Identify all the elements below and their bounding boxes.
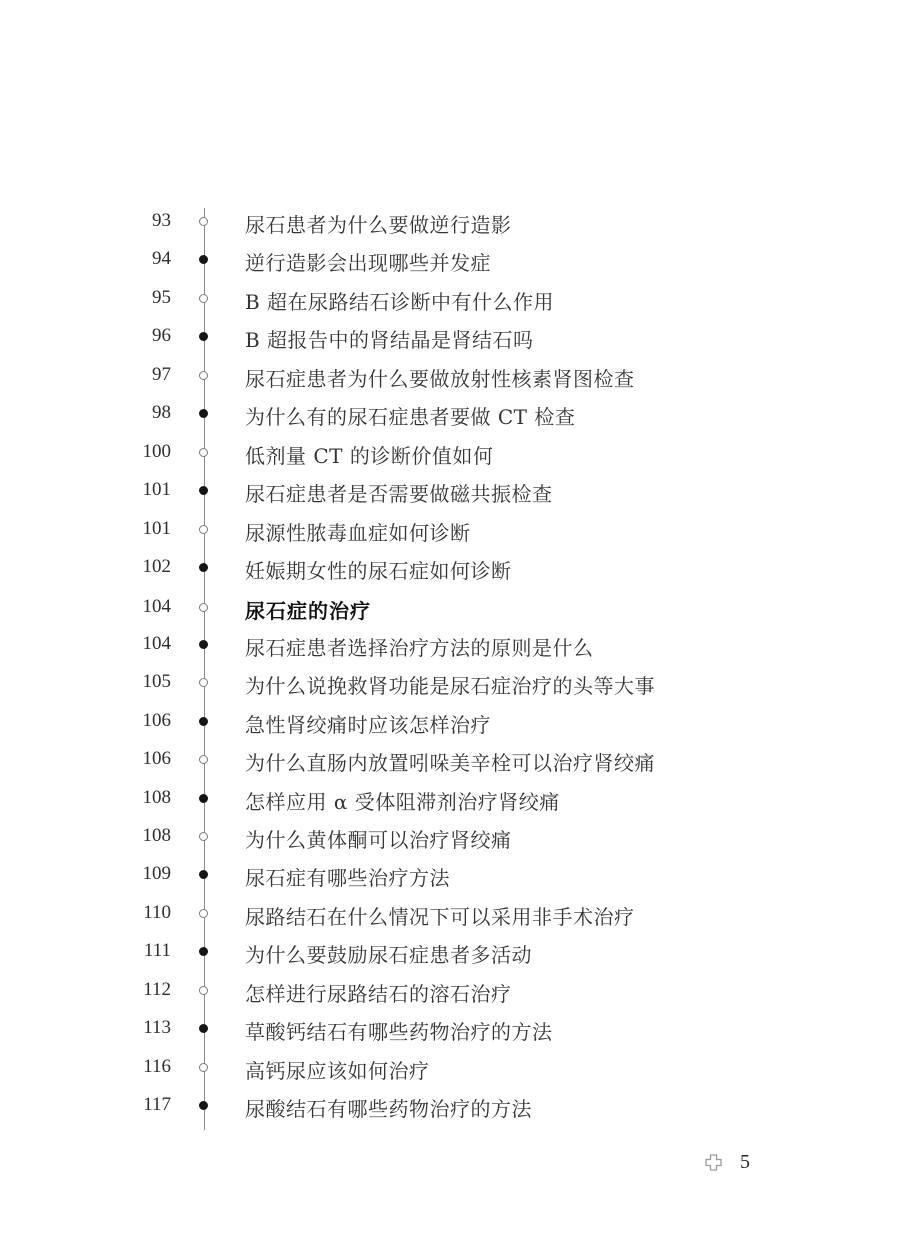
toc-entry [0, 741, 900, 779]
toc-page-number: 105 [142, 671, 171, 693]
toc-bullet-open-icon [199, 294, 208, 303]
toc-entry [0, 895, 900, 933]
toc-entry-title: 急性肾绞痛时应该怎样治疗 [245, 712, 491, 737]
toc-entry-title: 尿石症患者为什么要做放射性核素肾图检查 [245, 366, 635, 391]
toc-entry-title: 尿石患者为什么要做逆行造影 [245, 213, 512, 237]
toc-bullet-filled-icon [199, 1101, 208, 1110]
toc-entry [0, 1087, 900, 1125]
toc-entry [0, 472, 900, 510]
toc-entry [0, 933, 900, 971]
toc-bullet-open-icon [199, 986, 208, 995]
toc-entry-title: 尿酸结石有哪些药物治疗的方法 [245, 1097, 532, 1122]
toc-page-number: 117 [143, 1094, 171, 1116]
toc-bullet-filled-icon [199, 332, 208, 341]
toc-section-title: 尿石症的治疗 [245, 599, 371, 624]
toc-page-number: 112 [143, 978, 171, 1000]
toc-entry [0, 434, 900, 472]
toc-page-number: 100 [142, 440, 171, 462]
toc-entry [0, 241, 900, 279]
toc-bullet-filled-icon [199, 255, 208, 264]
toc-entry-title: 怎样进行尿路结石的溶石治疗 [245, 981, 512, 1006]
toc-bullet-open-icon [199, 217, 208, 226]
toc-page-number: 104 [142, 632, 171, 654]
page-number: 5 [740, 1151, 750, 1173]
toc-entry [0, 511, 900, 549]
toc-entry-title: 尿石症有哪些治疗方法 [245, 866, 450, 891]
toc-bullet-filled-icon [199, 717, 208, 726]
toc-page-number: 106 [142, 748, 171, 770]
toc-entry-title: 妊娠期女性的尿石症如何诊断 [245, 558, 512, 583]
toc-entry-title: 草酸钙结石有哪些药物治疗的方法 [245, 1020, 553, 1045]
toc-page-number: 109 [142, 863, 171, 885]
toc-page-number: 108 [142, 786, 171, 808]
toc-entry-title: 高钙尿应该如何治疗 [245, 1058, 430, 1083]
toc-page-number: 116 [143, 1055, 171, 1077]
toc-entry [0, 780, 900, 818]
toc-entry [0, 664, 900, 702]
toc-entry-title: B 超报告中的肾结晶是肾结石吗 [245, 328, 534, 353]
toc-page-number: 113 [143, 1017, 171, 1039]
toc-entry-title: 尿石症患者选择治疗方法的原则是什么 [245, 635, 594, 660]
toc-entry-title: 尿源性脓毒血症如何诊断 [245, 520, 471, 545]
toc-bullet-filled-icon [199, 947, 208, 956]
toc-entry-title: 低剂量 CT 的诊断价值如何 [245, 443, 494, 468]
toc-bullet-open-icon [199, 525, 208, 534]
toc-entry [0, 856, 900, 894]
toc-page-number: 96 [152, 325, 171, 347]
toc-page-number: 97 [152, 363, 171, 385]
cross-outline-icon [705, 1154, 722, 1171]
table-of-contents [0, 203, 900, 1126]
toc-bullet-open-icon [199, 909, 208, 918]
toc-entry-title: 逆行造影会出现哪些并发症 [245, 251, 491, 276]
toc-bullet-filled-icon [199, 794, 208, 803]
toc-page-number: 110 [143, 901, 171, 923]
toc-section-heading-row [0, 587, 900, 625]
toc-entry-title: 怎样应用 α 受体阻滞剂治疗肾绞痛 [245, 789, 560, 814]
toc-page-number: 106 [142, 709, 171, 731]
toc-page-number: 101 [142, 517, 171, 539]
toc-page-number: 111 [143, 940, 171, 962]
toc-bullet-open-icon [199, 448, 208, 457]
toc-entry [0, 318, 900, 356]
toc-bullet-open-icon [199, 1063, 208, 1072]
toc-entry [0, 818, 900, 856]
toc-bullet-filled-icon [199, 870, 208, 879]
toc-entry [0, 280, 900, 318]
toc-page-number: 94 [152, 248, 171, 270]
toc-page-number: 101 [142, 479, 171, 501]
toc-bullet-open-icon [199, 832, 208, 841]
toc-entry-title: 为什么说挽救肾功能是尿石症治疗的头等大事 [245, 674, 655, 699]
toc-page-number: 102 [142, 555, 171, 577]
toc-entry-title: 尿路结石在什么情况下可以采用非手术治疗 [245, 904, 635, 929]
toc-entry [0, 395, 900, 433]
toc-page-number: 93 [152, 210, 171, 231]
toc-bullet-filled-icon [199, 409, 208, 418]
toc-entry [0, 203, 900, 241]
toc-entry [0, 626, 900, 664]
toc-bullet-open-icon [199, 603, 208, 612]
toc-bullet-open-icon [199, 678, 208, 687]
toc-bullet-filled-icon [199, 486, 208, 495]
toc-entry-title: 为什么直肠内放置吲哚美辛栓可以治疗肾绞痛 [245, 751, 655, 776]
toc-entry [0, 1049, 900, 1087]
toc-bullet-filled-icon [199, 563, 208, 572]
toc-entry-title: 为什么有的尿石症患者要做 CT 检查 [245, 405, 576, 430]
toc-entry-title: 尿石症患者是否需要做磁共振检查 [245, 482, 553, 507]
toc-entry [0, 549, 900, 587]
toc-entry [0, 703, 900, 741]
toc-bullet-filled-icon [199, 1024, 208, 1033]
toc-entry [0, 1010, 900, 1048]
toc-bullet-open-icon [199, 371, 208, 380]
toc-bullet-filled-icon [199, 640, 208, 649]
toc-bullet-open-icon [199, 755, 208, 764]
toc-page-number: 95 [152, 286, 171, 308]
toc-page-number: 104 [142, 596, 171, 618]
toc-entry-title: 为什么黄体酮可以治疗肾绞痛 [245, 828, 512, 852]
toc-entry [0, 972, 900, 1010]
toc-entry-title: B 超在尿路结石诊断中有什么作用 [245, 289, 555, 314]
toc-page-number: 98 [152, 402, 171, 424]
toc-entry-title: 为什么要鼓励尿石症患者多活动 [245, 943, 532, 968]
toc-entry [0, 357, 900, 395]
toc-page-number: 108 [142, 825, 171, 846]
